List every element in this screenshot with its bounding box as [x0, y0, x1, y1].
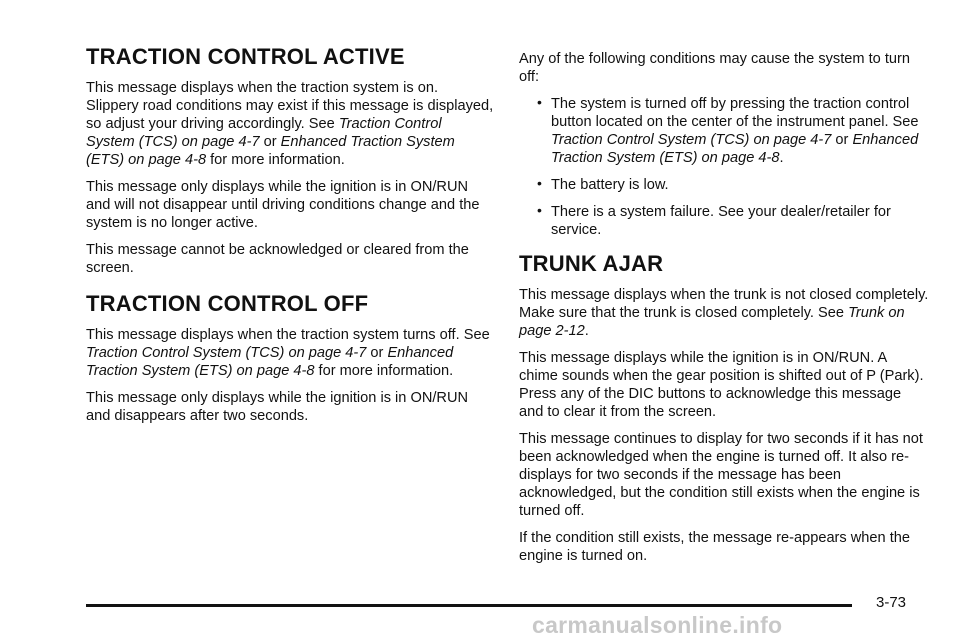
text-run: This message displays when the trunk is not closed completely. Make sure that the trunk is closed completely. See — [519, 287, 929, 321]
paragraph: Any of the following conditions may cause the system to turn off: — [519, 51, 910, 85]
paragraph: This message cannot be acknowledged or cleared from the screen. — [86, 242, 469, 276]
text-run: The battery is low. — [551, 177, 669, 193]
paragraph — [86, 79, 494, 169]
page-number: 3-73 — [876, 594, 907, 611]
list-item — [537, 175, 929, 194]
text-run: . — [584, 323, 589, 339]
list-item — [537, 202, 929, 239]
cross-reference-text: Enhanced Traction System (ETS) on page 4-8 — [86, 345, 454, 379]
list-item-text — [551, 96, 919, 166]
paragraph: This message only displays while the ignition is in ON/RUN and will not disappear until driving conditions change and the system is no longer active. — [86, 179, 480, 231]
text-run: or — [259, 134, 281, 150]
paragraph: This message continues to display for two seconds if it has not been acknowledged when the engine is turned off. It also re-displays for two seconds if the message has been acknowledged, but the condition still exists when the engine is turned off. — [519, 431, 923, 519]
bullet-icon: • — [537, 175, 542, 191]
condition-list — [519, 95, 929, 239]
paragraph — [86, 326, 494, 380]
text-run: The system is turned off by pressing the traction control button located on the center of the instrument panel. See — [551, 96, 919, 130]
list-item — [537, 94, 929, 167]
text-run: This message displays when the traction system is on. Slippery road conditions may exist if this message is displayed, so adjust your driving accordingly. See — [86, 80, 494, 132]
cross-reference-text: Enhanced Traction System (ETS) on page 4-8 — [551, 132, 919, 166]
paragraph: If the condition still exists, the message re-appears when the engine is turned on. — [519, 530, 910, 564]
bullet-icon: • — [537, 202, 542, 218]
paragraph — [519, 286, 929, 340]
left-column — [86, 44, 494, 434]
cross-reference-text: Enhanced Traction System (ETS) on page 4-8 — [86, 134, 455, 168]
cross-reference-text: Traction Control System (TCS) on page 4-7 — [86, 345, 367, 361]
section-title-traction-control-active: TRACTION CONTROL ACTIVE — [86, 44, 405, 69]
text-run: or — [366, 345, 388, 361]
bullet-icon: • — [537, 94, 542, 110]
watermark: carmanualsonline.info — [532, 612, 783, 638]
paragraph: This message only displays while the ignition is in ON/RUN and disappears after two seconds. — [86, 390, 469, 424]
section-title-traction-control-off: TRACTION CONTROL OFF — [86, 291, 369, 316]
text-run: There is a system failure. See your dealer/retailer for service. — [551, 204, 891, 238]
right-column — [519, 50, 929, 574]
list-item-text — [551, 177, 669, 193]
cross-reference-text: Traction Control System (TCS) on page 4-7 — [86, 116, 442, 150]
text-run: for more information. — [314, 363, 454, 379]
text-run: . — [779, 150, 784, 166]
paragraph: This message displays while the ignition is in ON/RUN. A chime sounds when the gear position is shifted out of P (Park). Press any of the DIC buttons to acknowledge this message and to clear it from the screen. — [519, 350, 924, 420]
cross-reference-text: Trunk on page 2-12 — [519, 305, 905, 339]
cross-reference-text: Traction Control System (TCS) on page 4-7 — [551, 132, 832, 148]
text-run: This message displays when the traction system turns off. See — [86, 327, 490, 343]
section-title-trunk-ajar: TRUNK AJAR — [519, 251, 664, 276]
text-run: or — [831, 132, 853, 148]
text-run: for more information. — [206, 152, 345, 168]
list-item-text — [551, 204, 891, 238]
footer-rule — [86, 604, 852, 607]
